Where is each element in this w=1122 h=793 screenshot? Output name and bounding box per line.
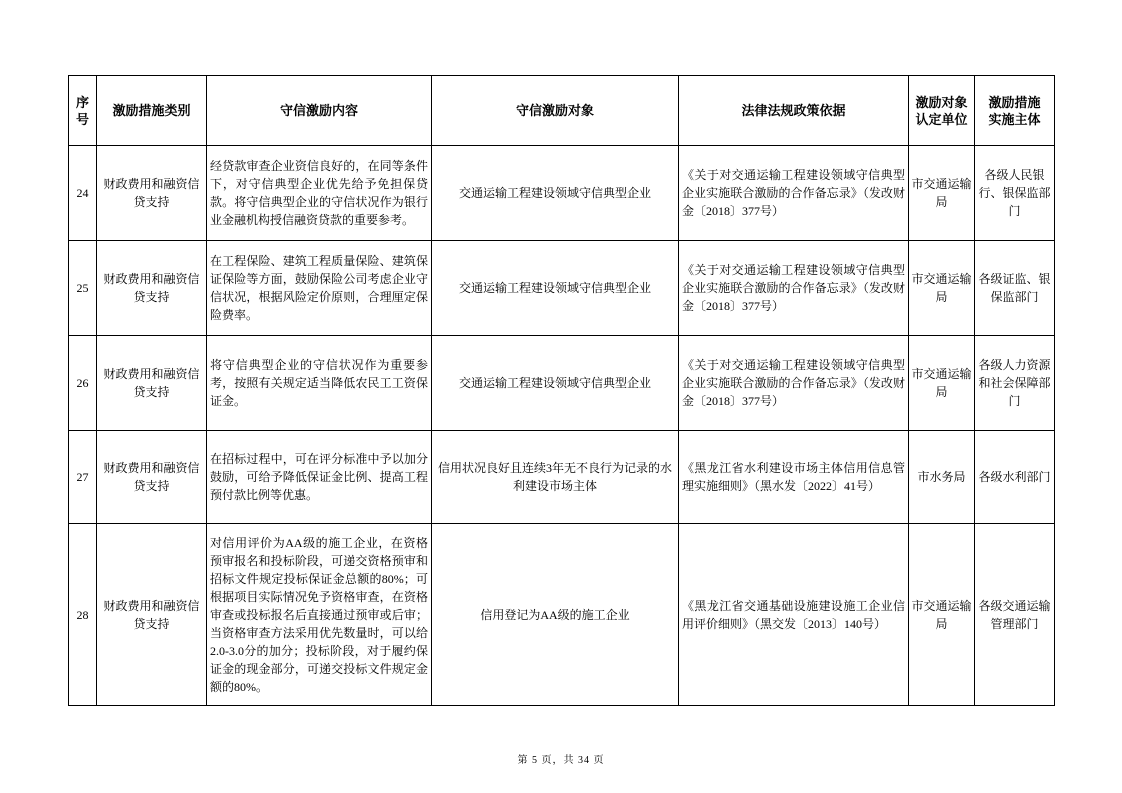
cell-unit: 市交通运输局 [909, 336, 975, 431]
cell-implementer: 各级人民银行、银保监部门 [975, 146, 1055, 241]
col-header-implementer: 激励措施实施主体 [975, 76, 1055, 146]
cell-target: 信用状况良好且连续3年无不良行为记录的水利建设市场主体 [432, 431, 679, 524]
cell-content: 在工程保险、建筑工程质量保险、建筑保证保险等方面，鼓励保险公司考虑企业守信状况，根据风险定价原则，合理厘定保险费率。 [207, 241, 432, 336]
cell-category: 财政费用和融资信贷支持 [97, 146, 207, 241]
cell-content: 对信用评价为AA级的施工企业，在资格预审报名和投标阶段，可递交资格预审和招标文件规定投标保证金总额的80%；可根据项目实际情况免予资格审查，在资格审查或投标报名后直接通过预审或后审；当资格审查方法采用优先数量时，可以给2.0-3.0分的加分；投标阶段，对于履约保证金的现金部分，可递交投标文件规定金额的80%。 [207, 524, 432, 706]
cell-basis: 《黑龙江省交通基础设施建设施工企业信用评价细则》（黑交发〔2013〕140号） [679, 524, 909, 706]
col-header-no: 序号 [69, 76, 97, 146]
cell-category: 财政费用和融资信贷支持 [97, 336, 207, 431]
table-header-row [69, 76, 1055, 146]
cell-no: 28 [69, 524, 97, 706]
cell-basis: 《关于对交通运输工程建设领域守信典型企业实施联合激励的合作备忘录》（发改财金〔2018〕377号） [679, 241, 909, 336]
col-header-target: 守信激励对象 [432, 76, 679, 146]
cell-category: 财政费用和融资信贷支持 [97, 241, 207, 336]
cell-category: 财政费用和融资信贷支持 [97, 431, 207, 524]
cell-category: 财政费用和融资信贷支持 [97, 524, 207, 706]
cell-target: 交通运输工程建设领域守信典型企业 [432, 241, 679, 336]
cell-content: 将守信典型企业的守信状况作为重要参考，按照有关规定适当降低农民工工资保证金。 [207, 336, 432, 431]
table-row [69, 146, 1055, 241]
page-number-footer: 第 5 页，共 34 页 [517, 755, 605, 766]
cell-target: 交通运输工程建设领域守信典型企业 [432, 336, 679, 431]
table-row [69, 524, 1055, 706]
cell-implementer: 各级水利部门 [975, 431, 1055, 524]
cell-unit: 市交通运输局 [909, 241, 975, 336]
cell-unit: 市交通运输局 [909, 146, 975, 241]
cell-basis: 《关于对交通运输工程建设领域守信典型企业实施联合激励的合作备忘录》（发改财金〔2018〕377号） [679, 146, 909, 241]
cell-unit: 市交通运输局 [909, 524, 975, 706]
cell-basis: 《关于对交通运输工程建设领域守信典型企业实施联合激励的合作备忘录》（发改财金〔2018〕377号） [679, 336, 909, 431]
cell-implementer: 各级证监、银保监部门 [975, 241, 1055, 336]
cell-content: 经贷款审查企业资信良好的，在同等条件下，对守信典型企业优先给予免担保贷款。将守信典型企业的守信状况作为银行业金融机构授信融资贷款的重要参考。 [207, 146, 432, 241]
col-header-unit: 激励对象认定单位 [909, 76, 975, 146]
col-header-category: 激励措施类别 [97, 76, 207, 146]
cell-no: 26 [69, 336, 97, 431]
cell-implementer: 各级人力资源和社会保障部门 [975, 336, 1055, 431]
table-row [69, 241, 1055, 336]
col-header-content: 守信激励内容 [207, 76, 432, 146]
cell-no: 25 [69, 241, 97, 336]
cell-target: 信用登记为AA级的施工企业 [432, 524, 679, 706]
cell-no: 27 [69, 431, 97, 524]
table-row [69, 336, 1055, 431]
cell-implementer: 各级交通运输管理部门 [975, 524, 1055, 706]
table-row [69, 431, 1055, 524]
cell-basis: 《黑龙江省水利建设市场主体信用信息管理实施细则》（黑水发〔2022〕41号） [679, 431, 909, 524]
cell-content: 在招标过程中，可在评分标准中予以加分鼓励，可给予降低保证金比例、提高工程预付款比例等优惠。 [207, 431, 432, 524]
incentive-measures-table [68, 75, 1055, 706]
cell-unit: 市水务局 [909, 431, 975, 524]
col-header-basis: 法律法规政策依据 [679, 76, 909, 146]
cell-no: 24 [69, 146, 97, 241]
cell-target: 交通运输工程建设领域守信典型企业 [432, 146, 679, 241]
